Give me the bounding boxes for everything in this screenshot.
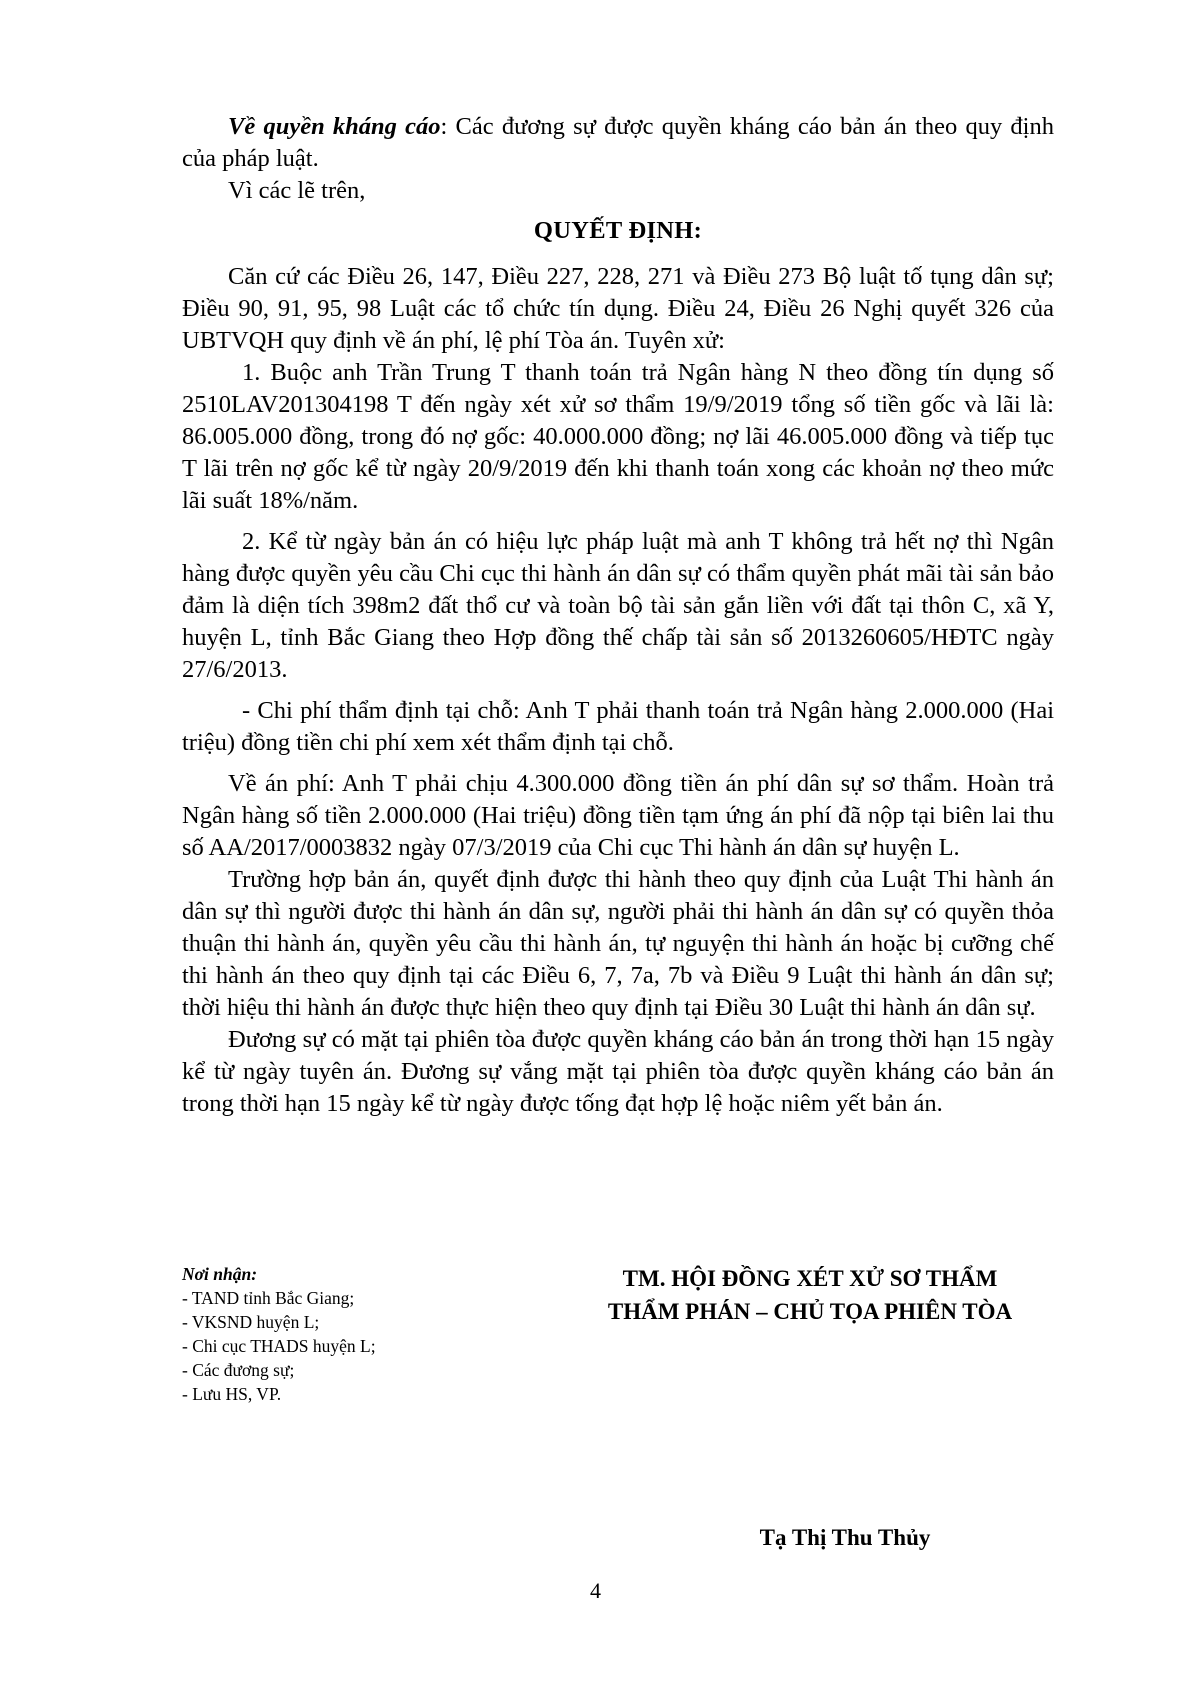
- recipients-block: [182, 1262, 542, 1406]
- recipient-item: - TAND tỉnh Bắc Giang;: [182, 1288, 355, 1308]
- recipient-item: - Chi cục THADS huyện L;: [182, 1336, 376, 1356]
- recipients-title: Nơi nhận:: [182, 1264, 258, 1284]
- legal-basis-paragraph: Căn cứ các Điều 26, 147, Điều 227, 228, 271 và Điều 273 Bộ luật tố tụng dân sự; Điều 90, 91, 95, 98 Luật các tổ chức tín dụng. Điều 24, Điều 26 Nghị quyết 326 của UBTVQH quy định về án phí, lệ phí Tòa án. Tuyên xử:: [182, 263, 1054, 354]
- appeal-right-text: : Các đương sự được quyền kháng cáo bản án theo quy định của pháp luật.: [182, 113, 1054, 172]
- reasons-line: Vì các lẽ trên,: [228, 177, 366, 204]
- appeal-right-paragraph: [182, 111, 1054, 175]
- recipient-item: - Lưu HS, VP.: [182, 1384, 282, 1404]
- recipient-item: - VKSND huyện L;: [182, 1312, 320, 1332]
- signature-line-2: THẨM PHÁN – CHỦ TỌA PHIÊN TÒA: [607, 1299, 1013, 1324]
- decision-heading: QUYẾT ĐỊNH:: [533, 217, 703, 244]
- appeal-right-lead: Về quyền kháng cáo: [228, 113, 441, 140]
- ruling-item-1: 1. Buộc anh Trần Trung T thanh toán trả Ngân hàng N theo đồng tín dụng số 2510LAV201304198 T đến ngày xét xử sơ thẩm 19/9/2019 tổng số tiền gốc và lãi là: 86.005.000 đồng, trong đó nợ gốc: 40.000.000 đồng; nợ lãi 46.005.000 đồng và tiếp tục T lãi trên nợ gốc kể từ ngày 20/9/2019 đến khi thanh toán xong các khoản nợ theo mức lãi suất 18%/năm.: [182, 359, 1054, 514]
- enforcement-paragraph: Trường hợp bản án, quyết định được thi hành theo quy định của Luật Thi hành án dân sự thì người được thi hành án dân sự, người phải thi hành án dân sự có quyền thỏa thuận thi hành án, quyền yêu cầu thi hành án, tự nguyện thi hành án hoặc bị cưỡng chế thi hành án theo quy định tại các Điều 6, 7, 7a, 7b và Điều 9 Luật thi hành án dân sự; thời hiệu thi hành án được thực hiện theo quy định tại Điều 30 Luật thi hành án dân sự.: [182, 866, 1054, 1021]
- signer-name: Tạ Thị Thu Thủy: [759, 1525, 931, 1550]
- recipient-item: - Các đương sự;: [182, 1360, 295, 1380]
- appeal-deadline-paragraph: Đương sự có mặt tại phiên tòa được quyền kháng cáo bản án trong thời hạn 15 ngày kể từ ngày tuyên án. Đương sự vắng mặt tại phiên tòa được quyền kháng cáo bản án trong thời hạn 15 ngày kể từ ngày được tống đạt hợp lệ hoặc niêm yết bản án.: [182, 1026, 1054, 1117]
- court-fee-paragraph: Về án phí: Anh T phải chịu 4.300.000 đồng tiền án phí dân sự sơ thẩm. Hoàn trả Ngân hàng số tiền 2.000.000 (Hai triệu) đồng tiền tạm ứng án phí đã nộp tại biên lai thu số AA/2017/0003832 ngày 07/3/2019 của Chi cục Thi hành án dân sự huyện L.: [182, 770, 1054, 861]
- signature-line-1: TM. HỘI ĐỒNG XÉT XỬ SƠ THẨM: [622, 1266, 998, 1291]
- document-body: [182, 111, 1054, 1120]
- page-number: 4: [590, 1578, 601, 1603]
- appraisal-cost-paragraph: - Chi phí thẩm định tại chỗ: Anh T phải thanh toán trả Ngân hàng 2.000.000 (Hai triệu) đồng tiền chi phí xem xét thẩm định tại chỗ.: [182, 697, 1054, 756]
- ruling-item-2: 2. Kể từ ngày bản án có hiệu lực pháp luật mà anh T không trả hết nợ thì Ngân hàng được quyền yêu cầu Chi cục thi hành án dân sự có thẩm quyền phát mãi tài sản bảo đảm là diện tích 398m2 đất thổ cư và toàn bộ tài sản gắn liền với đất tại thôn C, xã Y, huyện L, tỉnh Bắc Giang theo Hợp đồng thế chấp tài sản số 2013260605/HĐTC ngày 27/6/2013.: [182, 528, 1054, 683]
- signature-block: [560, 1262, 1060, 1328]
